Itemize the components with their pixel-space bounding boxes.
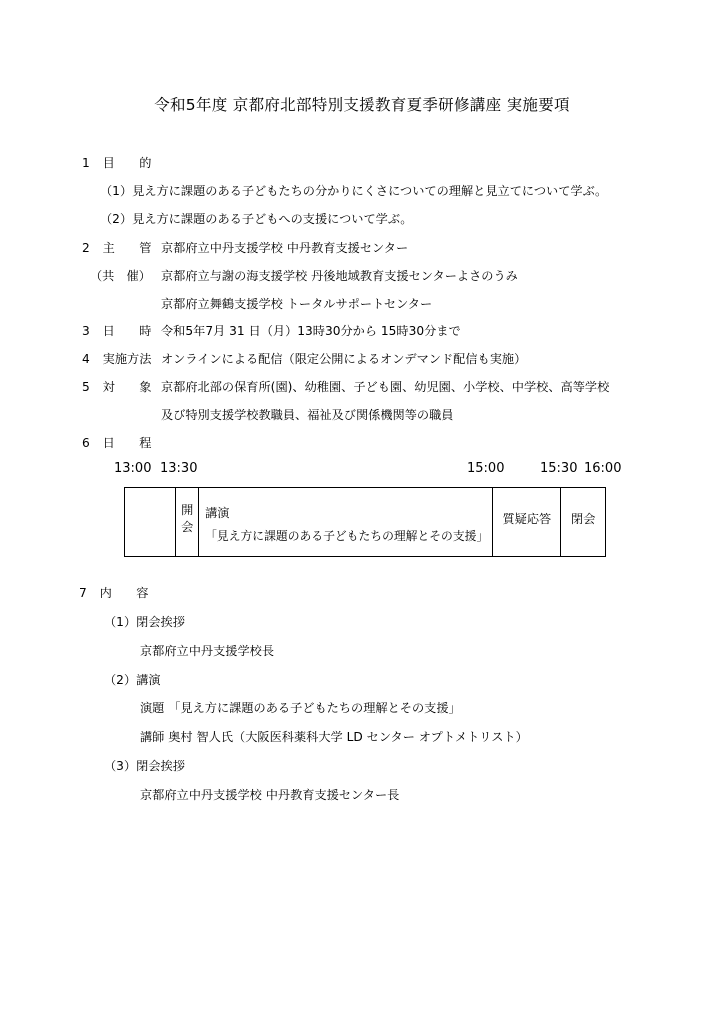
section-6-heading <box>82 434 151 451</box>
section-2-cohost-label: （共 催） <box>90 269 151 283</box>
section-2-value: 京都府立中丹支援学校 中丹教育支援センター <box>161 241 409 255</box>
section-7-item-1-label: （1）閉会挨拶 <box>104 615 185 629</box>
section-4-value: オンラインによる配信（限定公開によるオンデマンド配信も実施） <box>161 352 527 366</box>
section-3-heading <box>82 322 151 339</box>
time-label-5: 16:00 <box>584 461 622 476</box>
schedule-open-label: 開会 <box>181 503 194 534</box>
section-1-item-1: （1）見え方に課題のある子どもたちの分かりにくさについての理解と見立てについて学ぶ。 <box>100 184 608 198</box>
section-7-label: 内 容 <box>99 586 149 600</box>
schedule-lecture-title: 講演 <box>205 506 230 520</box>
section-4-number: 4 <box>82 352 90 366</box>
schedule-table <box>124 487 606 557</box>
section-4-heading <box>82 350 151 367</box>
section-6-label: 日 程 <box>102 436 152 450</box>
section-2-number: 2 <box>82 241 90 255</box>
section-5-number: 5 <box>82 380 90 394</box>
document-title: 令和5年度 京都府北部特別支援教育夏季研修講座 実施要項 <box>154 96 570 114</box>
section-5-label: 対 象 <box>102 380 152 394</box>
section-2-label: 主 管 <box>102 241 152 255</box>
section-7-number: 7 <box>79 586 87 600</box>
section-3-number: 3 <box>82 324 90 338</box>
schedule-lecture-subtitle: 「見え方に課題のある子どもたちの理解とその支援」 <box>205 529 489 543</box>
schedule-cell-blank <box>125 488 176 557</box>
section-5-value-2: 及び特別支援学校教職員、福祉及び関係機関等の職員 <box>161 408 454 422</box>
section-2-cohost-2: 京都府立舞鶴支援学校 トータルサポートセンター <box>161 297 433 311</box>
section-1-heading <box>82 154 151 171</box>
section-7-item-1-value: 京都府立中丹支援学校長 <box>140 644 275 658</box>
schedule-cell-lecture <box>199 488 493 557</box>
schedule-row <box>125 488 606 557</box>
time-label-1: 13:00 <box>114 461 152 476</box>
section-7-item-3-label: （3）閉会挨拶 <box>104 759 185 773</box>
section-5-value-1: 京都府北部の保育所(園)、幼稚園、子ども園、幼児園、小学校、中学校、高等学校 <box>161 380 610 394</box>
section-7-item-2-topic: 演題 「見え方に課題のある子どもたちの理解とその支援」 <box>140 701 461 715</box>
time-label-3: 15:00 <box>467 461 505 476</box>
section-2-heading <box>82 239 151 256</box>
section-5-heading <box>82 378 151 395</box>
time-label-2: 13:30 <box>160 461 198 476</box>
section-7-heading <box>79 584 148 601</box>
schedule-cell-close: 閉会 <box>561 488 606 557</box>
section-7-item-3-value: 京都府立中丹支援学校 中丹教育支援センター長 <box>140 788 400 802</box>
section-4-label: 実施方法 <box>102 352 152 366</box>
section-1-label: 目 的 <box>102 156 152 170</box>
section-1-number: 1 <box>82 156 90 170</box>
schedule-cell-qa: 質疑応答 <box>493 488 561 557</box>
time-label-4: 15:30 <box>540 461 578 476</box>
section-3-value: 令和5年7月 31 日（月）13時30分から 15時30分まで <box>161 324 461 338</box>
section-7-item-2-label: （2）講演 <box>104 673 161 687</box>
section-1-item-2: （2）見え方に課題のある子どもへの支援について学ぶ。 <box>100 212 413 226</box>
section-3-label: 日 時 <box>102 324 152 338</box>
section-2-cohost-1: 京都府立与謝の海支援学校 丹後地域教育支援センターよさのうみ <box>161 269 518 283</box>
schedule-cell-open <box>176 488 199 557</box>
section-7-item-2-lecturer: 講師 奥村 智人氏（大阪医科薬科大学 LD センター オプトメトリスト） <box>140 730 528 744</box>
section-6-number: 6 <box>82 436 90 450</box>
